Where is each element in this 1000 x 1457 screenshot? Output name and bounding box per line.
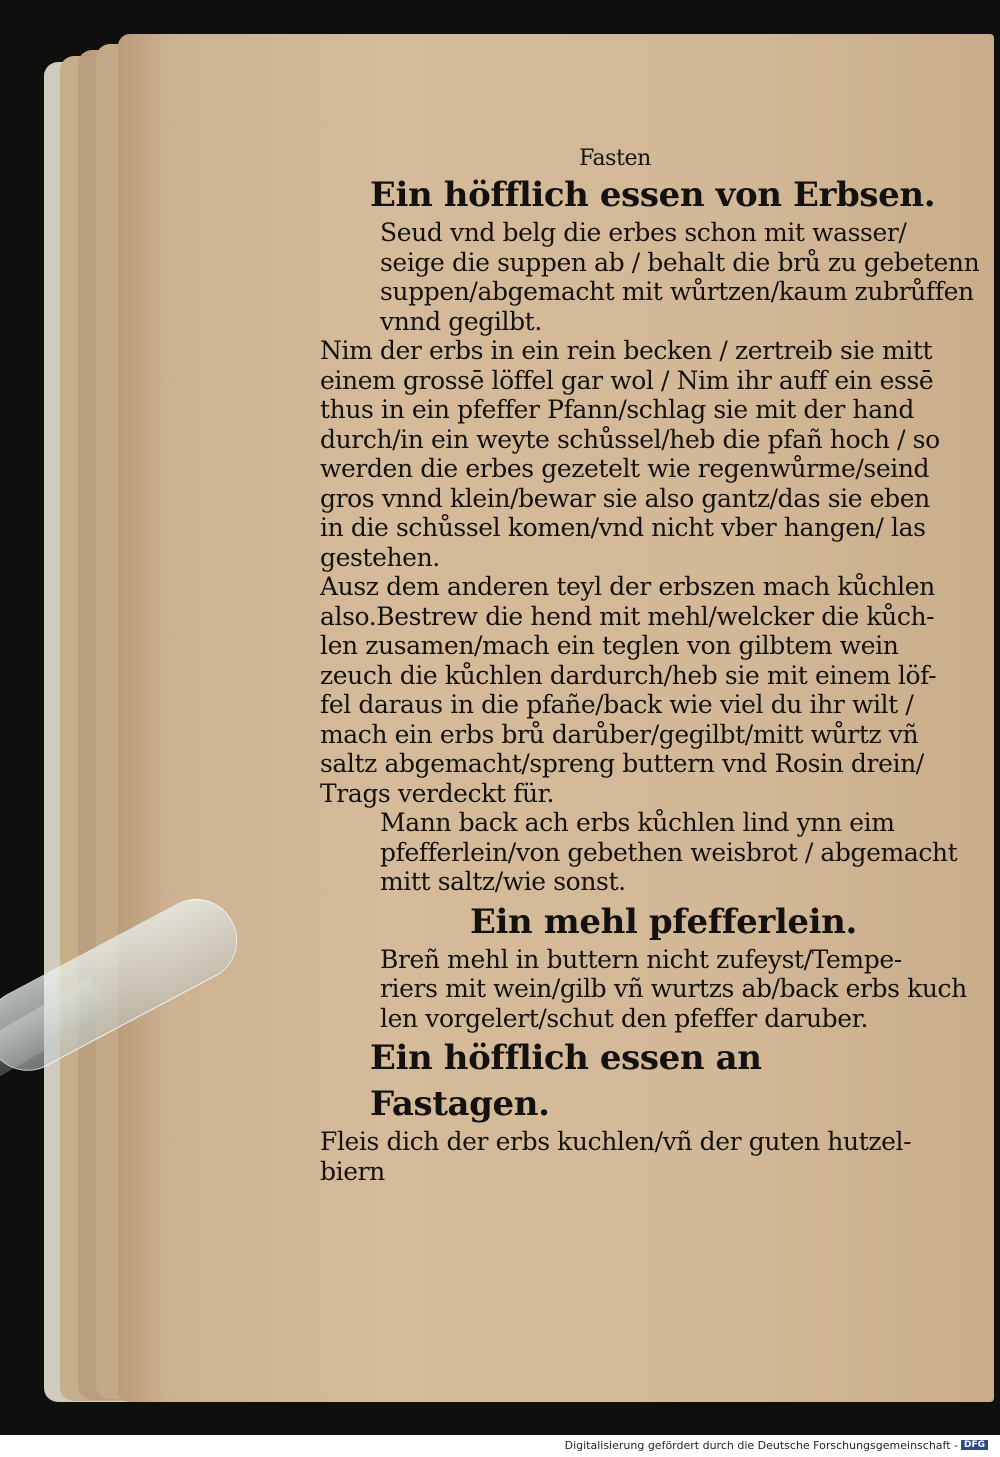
text-line: vnnd gegilbt. [380, 306, 542, 336]
text-line: Nim der erbs in ein rein becken / zertreib sie mitt [320, 336, 933, 365]
paragraph [320, 808, 958, 897]
text-line: zeuch die kůchlen dardurch/heb sie mit einem löf- [320, 660, 937, 690]
text-line: fel daraus in die pfañe/back wie viel du ihr wilt / [320, 690, 914, 719]
text-line: len zusamen/mach ein teglen von gilbtem wein [320, 631, 899, 660]
text-line: Breñ mehl in buttern nicht zufeyst/Tempe- [380, 944, 902, 974]
text-line: seige die suppen ab / behalt die brů zu gebetenn [380, 247, 980, 277]
text-line: durch/in ein weyte schůssel/heb die pfañ hoch / so [320, 424, 940, 454]
text-line: Ausz dem anderen teyl der erbszen mach kůchlen [320, 572, 935, 601]
paragraph [320, 336, 950, 572]
text-line: Trags verdeckt für. [320, 778, 555, 808]
text-line: len vorgelert/schut den pfeffer daruber. [380, 1003, 869, 1033]
paragraph [320, 944, 967, 1034]
section-heading: Ein höfflich essen von Erbsen. [370, 175, 936, 215]
text-line: einem grossē löffel gar wol / Nim ihr auff ein essē [320, 365, 934, 395]
text-line: Seud vnd belg die erbes schon mit wasser/ [380, 218, 907, 247]
text-line: pfefferlein/von gebethen weisbrot / abgemacht [380, 837, 958, 867]
sections-container [320, 172, 980, 1186]
paragraph [320, 1127, 950, 1186]
text-line: thus in ein pfeffer Pfann/schlag sie mit der hand [320, 395, 915, 424]
text-line: Mann back ach erbs kůchlen lind ynn eim [380, 808, 895, 837]
footer-credit [561, 1435, 992, 1455]
text-line: Fleis dich der erbs kuchlen/vñ der guten hutzel- [320, 1127, 912, 1156]
page-text [320, 146, 980, 1186]
text-line: suppen/abgemacht mit wůrtzen/kaum zubrůffen [380, 277, 974, 306]
text-line: also.Bestrew die hend mit mehl/welcker die kůch- [320, 601, 935, 631]
text-line: gestehen. [320, 542, 440, 572]
section-heading: Ein mehl pfefferlein. [470, 901, 857, 942]
running-head: Fasten [579, 146, 651, 171]
text-line: werden die erbes gezetelt wie regenwůrme/seind [320, 454, 930, 483]
text-line: mach ein erbs brů darůber/gegilbt/mitt wůrtz vñ [320, 719, 919, 749]
text-line: mitt saltz/wie sonst. [380, 867, 626, 896]
credit-text: Digitalisierung gefördert durch die Deutsche Forschungsgemeinschaft - [564, 1438, 958, 1452]
section-heading: Ein höfflich essen an Fastagen. [370, 1038, 762, 1124]
paragraph [320, 572, 950, 808]
text-line: biern [320, 1156, 385, 1186]
text-line: in die schůssel komen/vnd nicht vber hangen/ las [320, 513, 926, 542]
text-line: gros vnnd klein/bewar sie also gantz/das sie eben [320, 483, 930, 513]
text-line: riers mit wein/gilb vñ wurtzs ab/back erbs kuch [380, 974, 967, 1003]
text-line: saltz abgemacht/spreng buttern vnd Rosin drein/ [320, 749, 924, 778]
dfg-logo: DFG [961, 1440, 988, 1450]
paragraph [320, 218, 980, 336]
